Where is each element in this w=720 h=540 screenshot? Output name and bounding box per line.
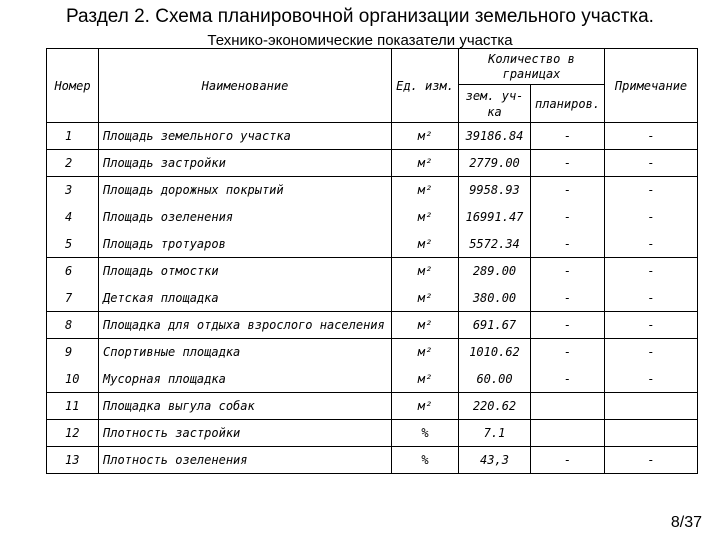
table-row — [47, 312, 698, 339]
row-number: 2 — [47, 150, 99, 177]
row-number: 3 — [47, 177, 99, 204]
row-land-value: 380.00 — [459, 285, 531, 312]
row-name: Площадь тротуаров — [99, 231, 392, 258]
row-note: - — [605, 366, 698, 393]
row-unit: м² — [392, 123, 459, 150]
row-planning-value: - — [531, 204, 605, 231]
row-land-value: 7.1 — [459, 420, 531, 447]
row-land-value: 60.00 — [459, 366, 531, 393]
row-unit: м² — [392, 285, 459, 312]
table-row — [47, 150, 698, 177]
row-name: Площадь застройки — [99, 150, 392, 177]
row-land-value: 5572.34 — [459, 231, 531, 258]
row-number: 11 — [47, 393, 99, 420]
row-name: Площадка для отдыха взрослого населения — [99, 312, 392, 339]
row-land-value: 16991.47 — [459, 204, 531, 231]
row-unit: м² — [392, 177, 459, 204]
row-number: 4 — [47, 204, 99, 231]
row-unit: % — [392, 447, 459, 474]
col-number-header: Номер — [47, 49, 99, 123]
row-note: - — [605, 177, 698, 204]
row-name: Детская площадка — [99, 285, 392, 312]
row-name: Площадь земельного участка — [99, 123, 392, 150]
row-note: - — [605, 150, 698, 177]
row-number: 1 — [47, 123, 99, 150]
row-name: Площадь дорожных покрытий — [99, 177, 392, 204]
row-planning-value: - — [531, 123, 605, 150]
row-name: Площадка выгула собак — [99, 393, 392, 420]
row-planning-value: - — [531, 285, 605, 312]
row-land-value: 220.62 — [459, 393, 531, 420]
row-unit: м² — [392, 231, 459, 258]
page-number: 8/37 — [670, 514, 702, 531]
row-planning-value: - — [531, 366, 605, 393]
col-note-header: Примечание — [605, 49, 698, 123]
page-subtitle: Технико-экономические показатели участка — [207, 32, 513, 49]
row-number: 7 — [47, 285, 99, 312]
row-land-value: 1010.62 — [459, 339, 531, 366]
col-name-header: Наименование — [99, 49, 392, 123]
row-name: Плотность застройки — [99, 420, 392, 447]
row-note: - — [605, 447, 698, 474]
table-row — [47, 393, 698, 420]
page-title: Раздел 2. Схема планировочной организации земельного участка. — [66, 6, 654, 27]
row-note: - — [605, 312, 698, 339]
table-row — [47, 285, 698, 312]
row-name: Спортивные площадка — [99, 339, 392, 366]
indicators-table — [46, 48, 698, 474]
table-row — [47, 231, 698, 258]
row-land-value: 9958.93 — [459, 177, 531, 204]
table-row — [47, 258, 698, 285]
table-row — [47, 123, 698, 150]
row-number: 5 — [47, 231, 99, 258]
row-name: Площадь озеленения — [99, 204, 392, 231]
row-note: - — [605, 123, 698, 150]
row-unit: м² — [392, 150, 459, 177]
row-number: 9 — [47, 339, 99, 366]
row-note: - — [605, 339, 698, 366]
row-land-value: 43,3 — [459, 447, 531, 474]
row-note: - — [605, 258, 698, 285]
row-unit: м² — [392, 258, 459, 285]
col-land-header: зем. уч-ка — [459, 85, 531, 123]
table-row — [47, 420, 698, 447]
row-number: 12 — [47, 420, 99, 447]
row-number: 8 — [47, 312, 99, 339]
col-planning-header: планиров. — [531, 85, 605, 123]
row-note — [605, 420, 698, 447]
row-land-value: 39186.84 — [459, 123, 531, 150]
row-planning-value: - — [531, 339, 605, 366]
row-planning-value: - — [531, 447, 605, 474]
table-row — [47, 177, 698, 204]
row-note: - — [605, 285, 698, 312]
col-quantity-header: Количество в границах — [459, 49, 605, 85]
row-planning-value: - — [531, 231, 605, 258]
col-unit-header: Ед. изм. — [392, 49, 459, 123]
row-planning-value — [531, 393, 605, 420]
row-note — [605, 393, 698, 420]
row-unit: м² — [392, 204, 459, 231]
row-planning-value: - — [531, 150, 605, 177]
row-planning-value: - — [531, 258, 605, 285]
row-number: 6 — [47, 258, 99, 285]
table-row — [47, 366, 698, 393]
row-planning-value: - — [531, 312, 605, 339]
row-note: - — [605, 231, 698, 258]
row-name: Площадь отмостки — [99, 258, 392, 285]
row-note: - — [605, 204, 698, 231]
row-unit: м² — [392, 339, 459, 366]
row-number: 13 — [47, 447, 99, 474]
row-unit: м² — [392, 312, 459, 339]
table-row — [47, 339, 698, 366]
row-planning-value — [531, 420, 605, 447]
row-land-value: 2779.00 — [459, 150, 531, 177]
table-row — [47, 447, 698, 474]
row-land-value: 691.67 — [459, 312, 531, 339]
row-land-value: 289.00 — [459, 258, 531, 285]
row-name: Плотность озеленения — [99, 447, 392, 474]
row-unit: % — [392, 420, 459, 447]
row-unit: м² — [392, 366, 459, 393]
row-name: Мусорная площадка — [99, 366, 392, 393]
row-number: 10 — [47, 366, 99, 393]
row-planning-value: - — [531, 177, 605, 204]
row-unit: м² — [392, 393, 459, 420]
table-row — [47, 204, 698, 231]
